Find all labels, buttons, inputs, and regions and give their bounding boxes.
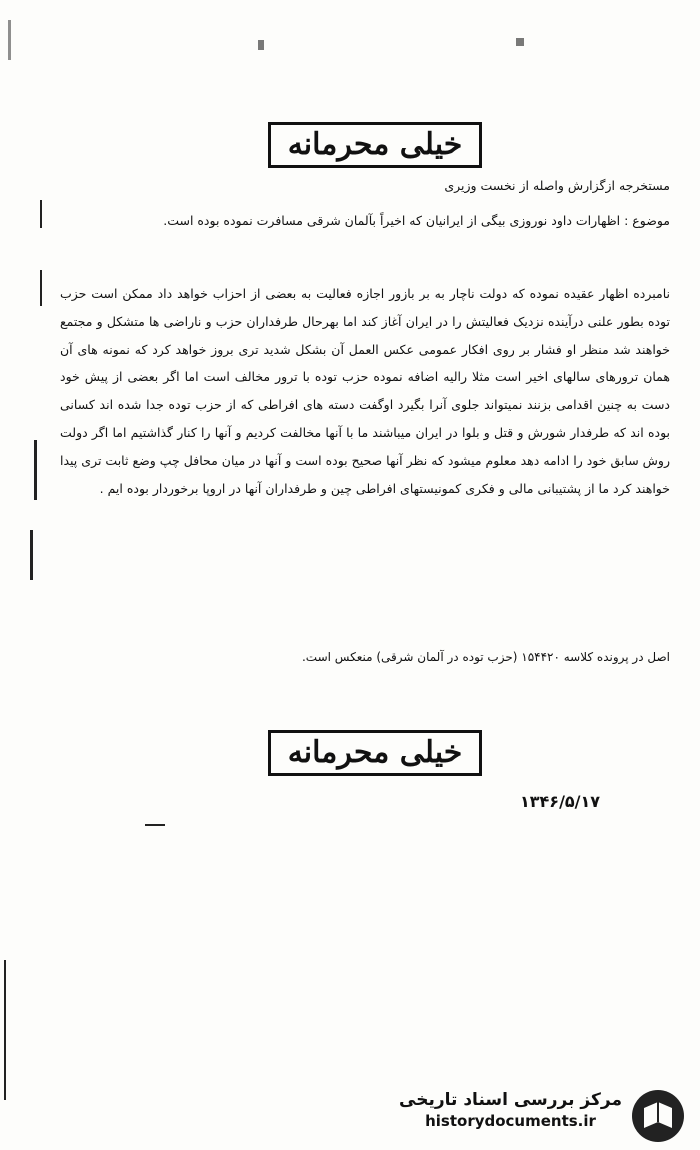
scan-mark (30, 530, 33, 580)
archive-logo-icon (628, 1088, 688, 1144)
watermark-persian: مرکز بررسی اسناد تاریخی (399, 1090, 622, 1110)
scan-mark (258, 40, 264, 50)
source-line: مستخرجه ازگزارش واصله از نخست وزیری (444, 178, 670, 193)
scan-mark (8, 20, 11, 60)
classification-stamp-bottom: خیلی محرمانه (268, 730, 482, 776)
watermark-url: historydocuments.ir (425, 1112, 596, 1130)
subject-line: موضوع : اظهارات داود نوروزی بیگی از ایرانیان که اخیراً بآلمان شرقی مسافرت نموده بوده است. (163, 213, 670, 228)
document-date: ۱۳۴۶/۵/۱۷ (520, 792, 601, 811)
document-body: نامبرده اظهار عقیده نموده که دولت ناچار به بر بازور اجازه فعالیت به بعضی از احزاب خواهد داد ممکن است حزب توده بطور علنی درآینده نزدیک فعالیتش را در ایران آغاز کند اما بهرحال طرفداران حزب و ناراضی ها متشکل و مجتمع خواهند شد منظر او فشار بر روی افکار عمومی عکس العمل آن بشکل شدید تری بروز خواهد کرد که نمونه های آن همان ترورهای سالهای اخیر است مثلا رالیه اضافه نموده حزب توده با ترور مخالف است اما اگر بعضی از پیش خود دست به چنین اقدامی بزنند نمیتواند جلوی آنرا بگیرد اوگفت دسته های افراطی که از حزب توده جدا شده اند کسانی بوده اند که طرفدار شورش و قتل و بلوا در ایران میباشند ما با آنها مخالفت کردیم و آنها را کنار گذاشتیم اما اگر دولت روش سابق خود را ادامه دهد معلوم میشود که نظر آنها صحیح بوده است و آنها در میان محافل چپ وضع ثابت تری پیدا خواهند کرد ما از پشتیبانی مالی و فکری کمونیستهای افراطی چین و طرفداران آنها در اروپا برخوردار بوده ایم . (60, 286, 670, 496)
classification-stamp-top: خیلی محرمانه (268, 122, 482, 168)
scan-mark (34, 440, 37, 500)
watermark (399, 1090, 622, 1130)
scan-mark (40, 200, 42, 228)
scan-mark (4, 960, 6, 1100)
origin-note: اصل در پرونده کلاسه ۱۵۴۴۲۰ (حزب توده در آلمان شرقی) منعکس است. (301, 650, 670, 664)
scan-mark (145, 824, 165, 826)
scan-mark (40, 270, 42, 306)
scan-mark (516, 38, 524, 46)
